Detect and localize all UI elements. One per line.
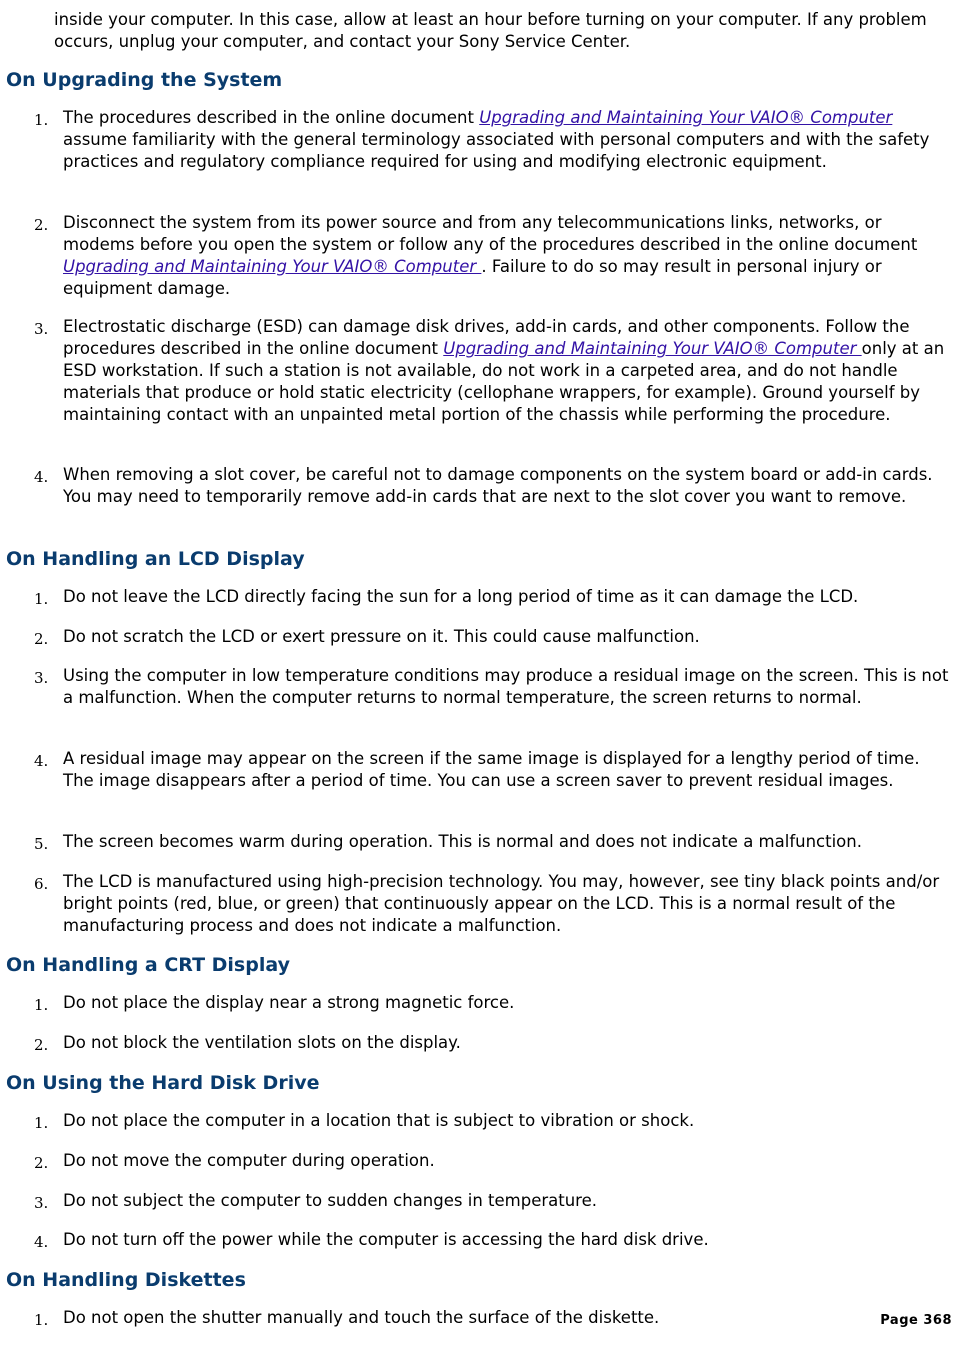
heading-crt-display: On Handling a CRT Display <box>6 954 290 976</box>
heading-hard-disk-drive: On Using the Hard Disk Drive <box>6 1072 320 1094</box>
list-text: A residual image may appear on the screen if the same image is displayed for a lengthy period of time. The image disappears after a period of time. You can use a screen saver to prevent residual images. <box>63 749 920 790</box>
upgrading-maintaining-link[interactable]: Upgrading and Maintaining Your VAIO® Computer <box>63 257 482 276</box>
upgrading-maintaining-link[interactable]: Upgrading and Maintaining Your VAIO® Computer <box>443 339 862 358</box>
list-number: 4. <box>34 752 49 770</box>
list-text: Do not open the shutter manually and touch the surface of the diskette. <box>63 1308 660 1327</box>
list-number: 2. <box>34 1154 49 1172</box>
list-number: 1. <box>34 1311 49 1329</box>
list-text: Do not leave the LCD directly facing the sun for a long period of time as it can damage the LCD. <box>63 587 859 606</box>
list-number: 2. <box>34 216 49 234</box>
page-number: Page 368 <box>880 1313 952 1328</box>
list-number: 1. <box>34 996 49 1014</box>
list-number: 1. <box>34 590 49 608</box>
list-text: The screen becomes warm during operation. This is normal and does not indicate a malfunction. <box>63 832 862 851</box>
list-number: 4. <box>34 1233 49 1251</box>
heading-lcd-display: On Handling an LCD Display <box>6 548 305 570</box>
list-number: 6. <box>34 875 49 893</box>
list-number: 1. <box>34 111 49 129</box>
list-text-part: The procedures described in the online document <box>63 108 480 127</box>
list-number: 3. <box>34 669 49 687</box>
list-number: 2. <box>34 1036 49 1054</box>
list-text: Do not place the computer in a location that is subject to vibration or shock. <box>63 1111 695 1130</box>
list-text-part: Electrostatic discharge (ESD) can damage disk drives, add-in cards, and other components. Follow the procedures described in the online document <box>63 317 910 358</box>
heading-diskettes: On Handling Diskettes <box>6 1269 246 1291</box>
list-text: Do not turn off the power while the computer is accessing the hard disk drive. <box>63 1230 709 1249</box>
list-text: Using the computer in low temperature conditions may produce a residual image on the screen. This is not a malfunction. When the computer returns to normal temperature, the screen returns to normal. <box>63 666 949 707</box>
list-text: Do not place the display near a strong magnetic force. <box>63 993 515 1012</box>
list-text: When removing a slot cover, be careful not to damage components on the system board or add-in cards. You may need to temporarily remove add-in cards that are next to the slot cover you want to remove. <box>63 465 933 506</box>
list-text: Do not block the ventilation slots on the display. <box>63 1033 461 1052</box>
list-text-part: assume familiarity with the general terminology associated with personal computers and with the safety practices and regulatory compliance required for using and modifying electronic equipment. <box>63 130 930 171</box>
list-text: Do not subject the computer to sudden changes in temperature. <box>63 1191 597 1210</box>
list-number: 3. <box>34 1194 49 1212</box>
intro-paragraph: inside your computer. In this case, allow at least an hour before turning on your computer. If any problem occurs, unplug your computer, and contact your Sony Service Center. <box>54 10 927 51</box>
list-text-part: . Failure to do so may result in personal injury or equipment damage. <box>63 257 882 298</box>
list-number: 1. <box>34 1114 49 1132</box>
list-text <box>63 107 951 173</box>
upgrading-maintaining-link[interactable]: Upgrading and Maintaining Your VAIO® Computer <box>479 108 893 127</box>
list-text <box>63 212 951 300</box>
heading-upgrading-system: On Upgrading the System <box>6 69 283 91</box>
list-text <box>63 316 951 426</box>
list-text: Do not move the computer during operation. <box>63 1151 435 1170</box>
list-number: 3. <box>34 320 49 338</box>
list-number: 2. <box>34 630 49 648</box>
list-number: 5. <box>34 835 49 853</box>
list-number: 4. <box>34 468 49 486</box>
list-text-part: Disconnect the system from its power source and from any telecommunications links, networks, or modems before you open the system or follow any of the procedures described in the online document <box>63 213 918 254</box>
list-text: Do not scratch the LCD or exert pressure on it. This could cause malfunction. <box>63 627 700 646</box>
list-text: The LCD is manufactured using high-precision technology. You may, however, see tiny black points and/or bright points (red, blue, or green) that continuously appear on the LCD. This is a normal result of the manufacturing process and does not indicate a malfunction. <box>63 872 940 935</box>
list-text-part: only at an ESD workstation. If such a station is not available, do not work in a carpeted area, and do not handle materials that produce or hold static electricity (cellophane wrappers, for example). Ground yourself by maintaining contact with an unpainted metal portion of the chassis while performing the procedure. <box>63 339 945 424</box>
